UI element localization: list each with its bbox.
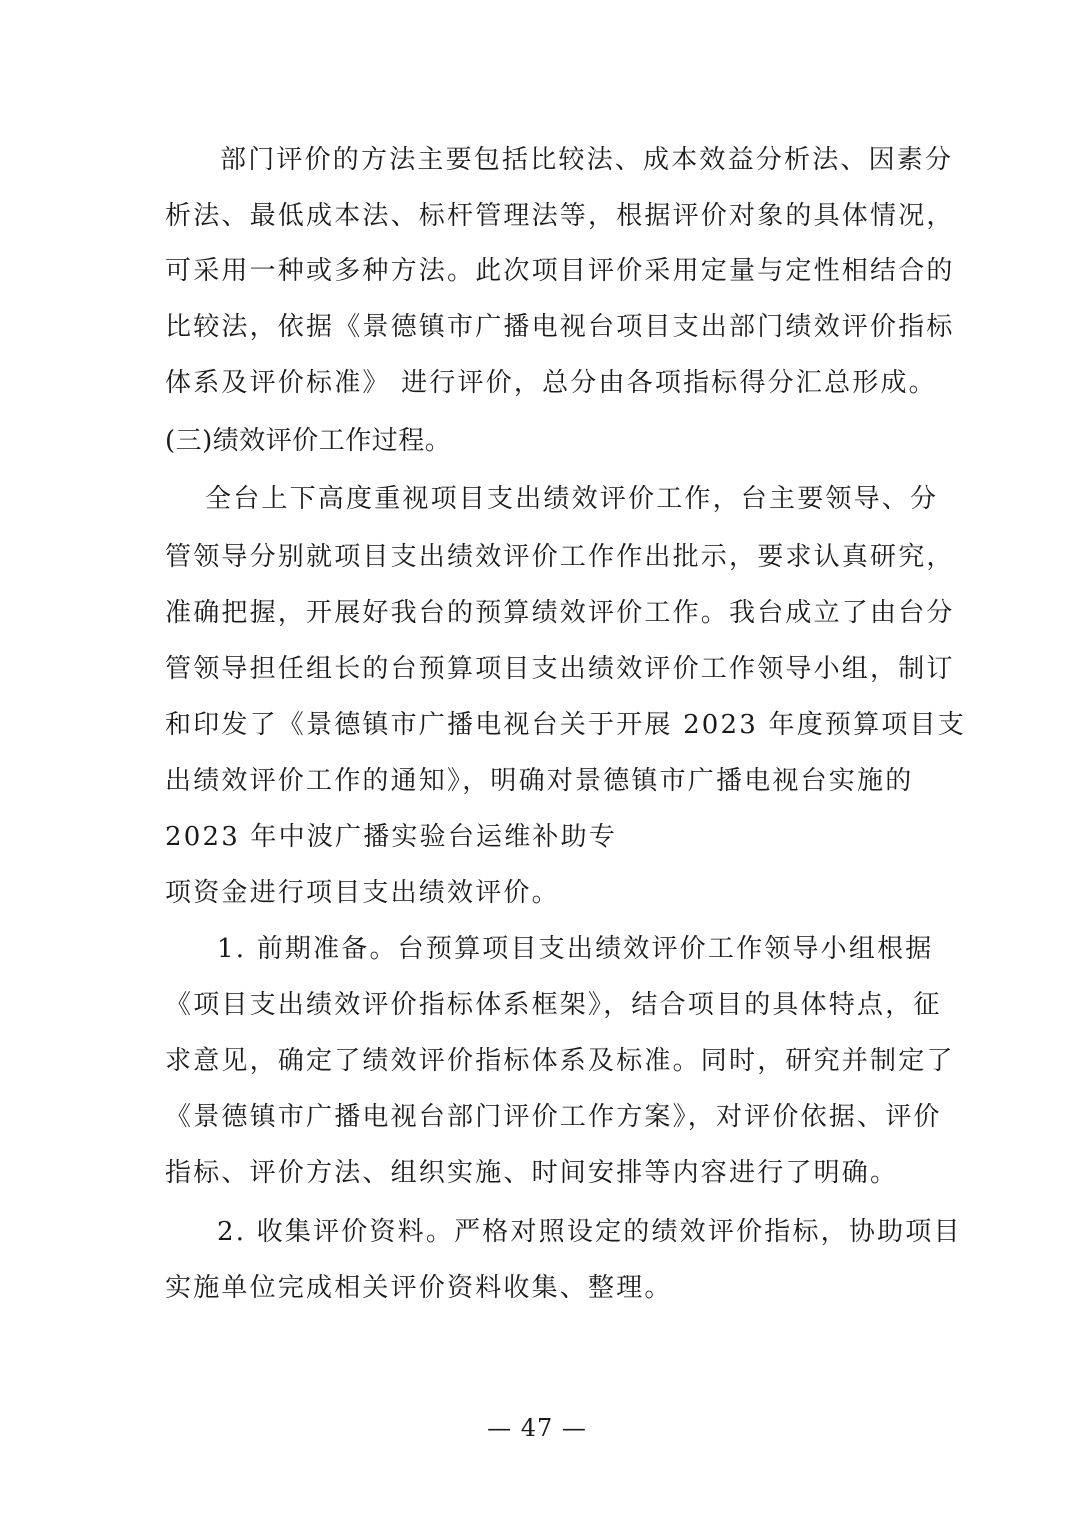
paragraph-line: 实施单位完成相关评价资料收集、整理。	[165, 1273, 673, 1303]
paragraph-line: 1. 前期准备。台预算项目支出绩效评价工作领导小组根据	[217, 934, 934, 964]
paragraph-line: 管领导担任组长的台预算项目支出绩效评价工作领导小组，制订	[165, 654, 955, 684]
paragraph-line: 项资金进行项目支出绩效评价。	[165, 878, 560, 908]
paragraph-line: 析法、最低成本法、标杆管理法等，根据评价对象的具体情况，	[165, 201, 955, 231]
paragraph-line: 2. 收集评价资料。严格对照设定的绩效评价指标，协助项目	[217, 1217, 962, 1247]
paragraph-line: 《景德镇市广播电视台部门评价工作方案》，对评价依据、评价	[165, 1102, 942, 1132]
paragraph-line: 部门评价的方法主要包括比较法、成本效益分析法、因素分	[220, 145, 954, 175]
paragraph-line: 全台上下高度重视项目支出绩效评价工作，台主要领导、分	[205, 484, 939, 514]
page-number: — 47 —	[487, 1414, 587, 1442]
paragraph-line: 2023 年中波广播实验台运维补助专	[165, 822, 618, 852]
paragraph-line: 可采用一种或多种方法。此次项目评价采用定量与定性相结合的	[165, 256, 955, 286]
paragraph-line: 和印发了《景德镇市广播电视台关于开展 2023 年度预算项目支	[165, 710, 966, 740]
paragraph-line: 求意见，确定了绩效评价指标体系及标准。同时，研究并制定了	[165, 1046, 955, 1076]
paragraph-line: 准确把握，开展好我台的预算绩效评价工作。我台成立了由台分	[165, 598, 955, 628]
paragraph-line: 出绩效评价工作的通知》，明确对景德镇市广播电视台实施的	[165, 766, 914, 796]
paragraph-line: 比较法，依据《景德镇市广播电视台项目支出部门绩效评价指标	[165, 312, 955, 342]
paragraph-line: 体系及评价标准》 进行评价，总分由各项指标得分汇总形成。	[165, 368, 937, 398]
paragraph-line: 指标、评价方法、组织实施、时间安排等内容进行了明确。	[165, 1158, 899, 1188]
paragraph-line: 《项目支出绩效评价指标体系框架》，结合项目的具体特点，征	[165, 990, 942, 1020]
section-heading: (三)绩效评价工作过程。	[165, 426, 452, 456]
paragraph-line: 管领导分别就项目支出绩效评价工作作出批示，要求认真研究，	[165, 542, 955, 572]
